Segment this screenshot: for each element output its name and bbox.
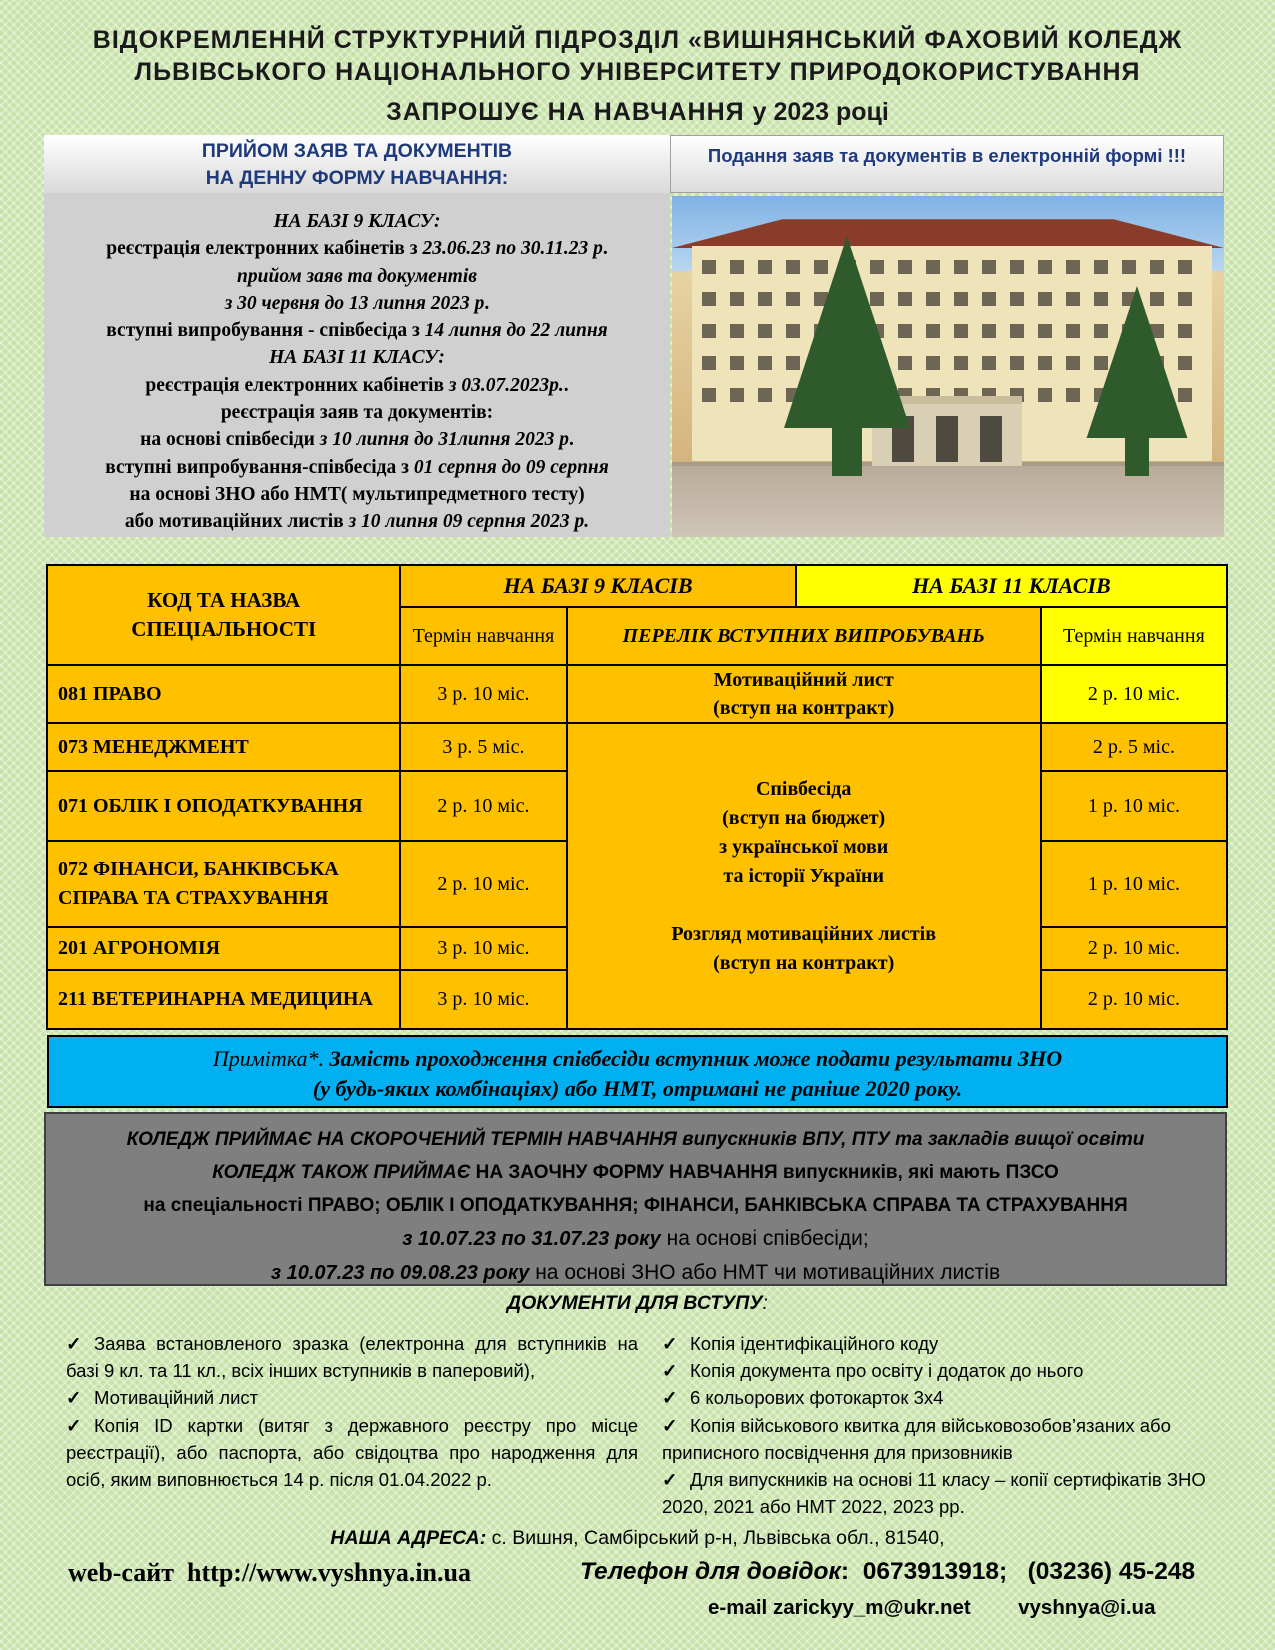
base9-heading: НА БАЗІ 9 КЛАСУ: [273,211,441,232]
address [0,1527,1275,1550]
specialty-name: 071 ОБЛІК І ОПОДАТКУВАННЯ [47,771,400,841]
note-text-2: (у будь-яких комбінаціях) або НМТ, отримані не раніше 2020 року. [312,1076,963,1101]
list-item: ✓ Для випускників на основі 11 класу – копії сертифікатів ЗНО 2020, 2021 або НМТ 2022, 2023 рр. [662,1466,1217,1520]
intake-schedule [44,193,670,537]
base9-documents: прийом заяв та документів [237,265,477,287]
header-base9: НА БАЗІ 9 КЛАСІВ [400,565,795,607]
phone-mobile[interactable]: 0673913918; [862,1558,1008,1585]
base11-registration: реєстрація електронних кабінетів з 03.07.2023р.. [145,374,569,396]
invite-text: ЗАПРОШУЄ НА НАВЧАННЯ [386,98,745,126]
header-line-1: ВІДОКРЕМЛЕННЙ СТРУКТУРНИЙ ПІДРОЗДІЛ «ВИШНЯНСЬКИЙ ФАХОВИЙ КОЛЕДЖ [92,26,1183,54]
term-9: 3 р. 10 міс. [400,970,566,1029]
header-exams: ПЕРЕЛІК ВСТУПНИХ ВИПРОБУВАНЬ [567,607,1041,665]
shortened-term-line: КОЛЕДЖ ПРИЙМАЄ НА СКОРОЧЕНИЙ ТЕРМІН НАВЧАННЯ випускників ВПУ, ПТУ та закладів вищої освіти [126,1129,1145,1150]
checkmark-icon: ✓ [66,1333,82,1354]
website [68,1558,471,1588]
part-time-interview-dates: з 10.07.23 по 31.07.23 року на основі співбесіди; [402,1227,869,1250]
email-link-2[interactable]: vyshnya@i.ua [1018,1596,1156,1619]
part-time-line: КОЛЕДЖ ТАКОЖ ПРИЙМАЄ НА ЗАОЧНУ ФОРМУ НАВЧАННЯ випускників, які мають ПЗСО [212,1162,1059,1183]
website-label: web-сайт [68,1558,175,1587]
table-note [47,1035,1228,1108]
term-9: 2 р. 10 міс. [400,771,566,841]
header-specialty: КОД ТА НАЗВА СПЕЦІАЛЬНОСТІ [47,565,400,665]
base11-heading: НА БАЗІ 11 КЛАСУ: [269,347,445,369]
term-11: 2 р. 5 міс. [1041,723,1227,771]
term-11: 1 р. 10 міс. [1041,841,1227,927]
base9-registration: реєстрація електронних кабінетів з 23.06.23 по 30.11.23 р. [106,238,608,260]
website-link[interactable]: http://www.vyshnya.in.ua [187,1558,471,1587]
online-submission-banner: Подання заяв та документів в електронній формі !!! [670,135,1224,193]
list-item: ✓ Копія військового квитка для військовозобов’язаних або приписного посвідчення для призовників [662,1412,1217,1466]
checkmark-icon: ✓ [66,1414,82,1436]
specialty-name: 072 ФІНАНСИ, БАНКІВСЬКА СПРАВА ТА СТРАХУВАННЯ [47,841,400,927]
checkmark-icon: ✓ [662,1387,678,1409]
header-term-11: Термін навчання [1041,607,1227,665]
base11-zno: на основі ЗНО або НМТ( мультипредметного тесту) [129,483,585,505]
college-building-photo [672,196,1224,537]
header-term-9: Термін навчання [400,607,566,665]
specialties-table [46,564,1228,1030]
email-link-1[interactable]: zarickyy_m@ukr.net [772,1596,971,1619]
documents-title: ДОКУМЕНТИ ДЛЯ ВСТУПУ: [507,1292,768,1314]
address-label: НАША АДРЕСА: [330,1527,487,1549]
checkmark-icon: ✓ [662,1333,678,1354]
term-9: 3 р. 10 міс. [400,665,566,723]
phone-label: Телефон для довідок [580,1558,841,1585]
specialty-name: 081 ПРАВО [47,665,400,723]
term-11: 2 р. 10 міс. [1041,927,1227,970]
phone-info: Телефон для довідок: 0673913918; (03236) 45-248 [580,1558,1196,1585]
phone-landline[interactable]: (03236) 45-248 [1027,1558,1196,1585]
base9-documents-dates: з 30 червня до 13 липня 2023 р. [224,292,490,314]
term-11: 1 р. 10 міс. [1041,771,1227,841]
list-item: ✓ Мотиваційний лист [66,1384,638,1411]
list-item: ✓ Копія документа про освіту і додаток до нього [662,1357,1217,1384]
specialty-name: 073 МЕНЕДЖМЕНТ [47,723,400,771]
intake-title-1: ПРИЙОМ ЗАЯВ ТА ДОКУМЕНТІВ [201,140,513,162]
table-row [47,723,1227,771]
intake-title-2: НА ДЕННУ ФОРМУ НАВЧАННЯ: [205,167,509,189]
checkmark-icon: ✓ [662,1414,678,1436]
documents-list-right [662,1330,1217,1520]
header-base11: НА БАЗІ 11 КЛАСІВ [796,565,1227,607]
exam-other: Співбесіда (вступ на бюджет) з української мови та історії України Розгляд мотиваційних листів (вступ на контракт) [567,723,1041,1029]
list-item: ✓ Копія ID картки (витяг з державного реєстру про місце реєстрації), або паспорта, або свідоцтва про народження для осіб, яким виповнюється 14 р. після 01.04.2022 р. [66,1412,638,1494]
term-11: 2 р. 10 міс. [1041,970,1227,1029]
base11-interview-basis: на основі співбесіди з 10 липня до 31липня 2023 р. [140,429,574,451]
note-text-1: Замість проходження співбесіди вступник може подати результати ЗНО [329,1046,1063,1071]
header-line-2: ЛЬВІВСЬКОГО НАЦІОНАЛЬНОГО УНІВЕРСИТЕТУ ПРИРОДОКОРИСТУВАННЯ [134,58,1141,86]
part-time-specialties: на спеціальності ПРАВО; ОБЛІК І ОПОДАТКУВАННЯ; ФІНАНСИ, БАНКІВСЬКА СПРАВА ТА СТРАХУВАННЯ [143,1195,1128,1216]
term-9: 3 р. 5 міс. [400,723,566,771]
specialty-name: 201 АГРОНОМІЯ [47,927,400,970]
note-prefix: Примітка*. [212,1046,330,1071]
term-9: 2 р. 10 міс. [400,841,566,927]
email-label: e-mail [708,1596,768,1619]
checkmark-icon: ✓ [662,1360,678,1382]
term-11: 2 р. 10 міс. [1041,665,1227,723]
checkmark-icon: ✓ [66,1387,82,1409]
address-value: с. Вишня, Самбірський р-н, Львівська обл., 81540, [486,1527,945,1549]
header-line-3 [0,98,1275,127]
specialty-name: 211 ВЕТЕРИНАРНА МЕДИЦИНА [47,970,400,1029]
list-item: ✓ Копія ідентифікаційного коду [662,1330,1217,1357]
list-item: ✓ 6 кольорових фотокарток 3х4 [662,1384,1217,1411]
extra-admission-box [44,1112,1227,1286]
base11-documents: реєстрація заяв та документів: [220,402,494,424]
intake-heading [44,135,670,193]
email-info [708,1596,1155,1620]
base11-letters: або мотиваційних листів з 10 липня 09 серпня 2023 р. [124,511,590,533]
exam-law: Мотиваційний лист (вступ на контракт) [567,665,1041,723]
year-text: у 2023 році [752,98,889,126]
base11-interview: вступні випробування-співбесіда з 01 серпня до 09 серпня [105,456,609,478]
checkmark-icon: ✓ [662,1469,678,1491]
table-row [47,665,1227,723]
part-time-zno-dates: з 10.07.23 по 09.08.23 року на основі ЗНО або НМТ чи мотиваційних листів [270,1261,1001,1284]
documents-list-left [66,1330,638,1493]
term-9: 3 р. 10 міс. [400,927,566,970]
list-item: ✓ Заява встановленого зразка (електронна для вступників на базі 9 кл. та 11 кл., всіх інших вступників в паперовий), [66,1330,638,1384]
base9-interview: вступні випробування - співбесіда з 14 липня до 22 липня [106,320,608,342]
